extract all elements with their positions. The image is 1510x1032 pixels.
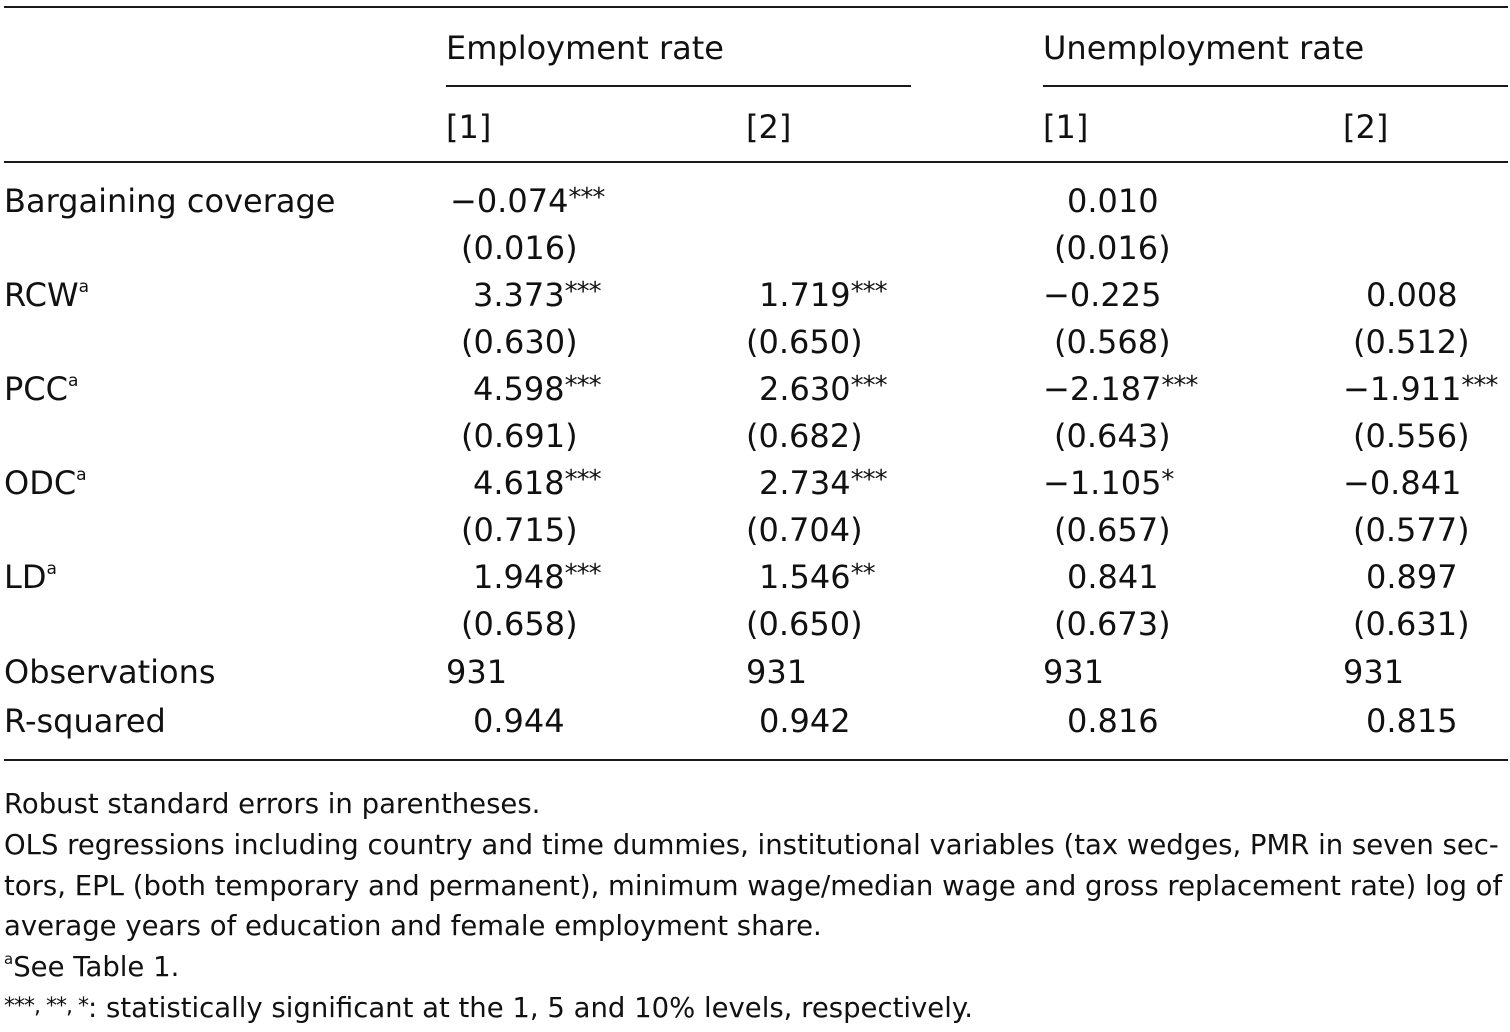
coefficient-cell — [473, 559, 601, 598]
observations-value: 931 — [1343, 653, 1405, 691]
coefficient-cell — [1366, 277, 1458, 313]
coefficient-value: 0.008 — [1366, 276, 1458, 314]
column-header-1: [1] — [446, 108, 492, 146]
row-label — [4, 183, 335, 219]
standard-error-cell: (0.643) — [1054, 417, 1171, 455]
significance-stars: * — [1161, 465, 1174, 495]
rsquared-value: 0.942 — [759, 702, 851, 740]
row-label — [4, 371, 78, 413]
coefficient-value: −1.105 — [1043, 464, 1162, 502]
row-label-text: Bargaining coverage — [4, 182, 336, 220]
significance-stars: *** — [564, 559, 601, 589]
significance-stars: *** — [568, 183, 605, 213]
group-rule-unemployment — [1043, 85, 1508, 87]
coefficient-value: −0.074 — [450, 182, 569, 220]
standard-error-cell: (0.658) — [461, 605, 578, 643]
standard-error-cell: (0.631) — [1353, 605, 1470, 643]
standard-error-cell: (0.568) — [1054, 323, 1171, 361]
row-label — [4, 559, 57, 601]
footnote-marker: a — [67, 371, 79, 391]
standard-error-cell: (0.630) — [461, 323, 578, 361]
rsquared-label: R-squared — [4, 702, 166, 740]
observations-label: Observations — [4, 653, 216, 691]
rsquared-value: 0.815 — [1366, 702, 1458, 740]
standard-error-cell: (0.682) — [746, 417, 863, 455]
significance-stars: *** — [850, 465, 887, 495]
observations-value: 931 — [746, 653, 808, 691]
coefficient-cell — [759, 371, 887, 410]
significance-stars: *** — [564, 277, 601, 307]
coefficient-value: −0.225 — [1043, 276, 1162, 314]
standard-error-cell: (0.556) — [1353, 417, 1470, 455]
coefficient-cell — [450, 183, 604, 222]
coefficient-value: −0.841 — [1343, 464, 1462, 502]
row-label-text: RCW — [4, 276, 79, 314]
coefficient-cell — [1067, 559, 1159, 595]
coefficient-value: 1.719 — [759, 276, 851, 314]
standard-error-cell: (0.715) — [461, 511, 578, 549]
rsquared-value: 0.816 — [1067, 702, 1159, 740]
coefficient-value: 4.618 — [473, 464, 565, 502]
footnote-marker: a — [46, 559, 57, 579]
coefficient-cell — [1043, 371, 1197, 410]
standard-error-cell: (0.691) — [461, 417, 578, 455]
significance-stars: *** — [1161, 371, 1198, 401]
standard-error-cell: (0.650) — [746, 323, 863, 361]
note-ols-line-2: tors, EPL (both temporary and permanent), minimum wage/median wage and gross replacement rate) log of — [4, 870, 1503, 902]
row-label — [4, 277, 89, 319]
group-header-unemployment: Unemployment rate — [1043, 29, 1365, 67]
note-ols-line-1: OLS regressions including country and time dummies, institutional variables (tax wedges, PMR in seven sec- — [4, 829, 1499, 861]
coefficient-value: 0.841 — [1067, 558, 1159, 596]
group-rule-employment — [446, 85, 911, 87]
coefficient-value: −1.911 — [1343, 370, 1462, 408]
significance-stars: ** — [850, 559, 875, 589]
significance-stars: *** — [850, 277, 887, 307]
row-label-text: PCC — [4, 370, 68, 408]
standard-error-cell: (0.512) — [1353, 323, 1470, 361]
coefficient-cell — [1043, 277, 1161, 313]
standard-error-cell: (0.016) — [461, 229, 578, 267]
coefficient-cell — [473, 465, 601, 504]
standard-error-cell: (0.016) — [1054, 229, 1171, 267]
standard-error-cell: (0.650) — [746, 605, 863, 643]
significance-stars: *** — [564, 465, 601, 495]
coefficient-value: 1.948 — [473, 558, 565, 596]
bottom-rule — [4, 759, 1508, 761]
coefficient-cell — [759, 465, 887, 504]
coefficient-cell — [1343, 465, 1461, 501]
footnote-text: See Table 1. — [13, 951, 180, 983]
significance-stars: *** — [1461, 371, 1498, 401]
coefficient-value: 0.010 — [1067, 182, 1159, 220]
coefficient-cell — [759, 559, 875, 598]
observations-value: 931 — [446, 653, 508, 691]
significance-stars: *** — [564, 371, 601, 401]
standard-error-cell: (0.657) — [1054, 511, 1171, 549]
column-header-4: [2] — [1343, 108, 1389, 146]
coefficient-value: 1.546 — [759, 558, 851, 596]
standard-error-cell: (0.704) — [746, 511, 863, 549]
coefficient-cell — [1343, 371, 1497, 410]
note-footnote-a — [4, 947, 179, 992]
row-label-text: ODC — [4, 464, 77, 502]
note-standard-errors: Robust standard errors in parentheses. — [4, 788, 541, 820]
footnote-marker: a — [76, 465, 87, 485]
coefficient-cell — [1043, 465, 1173, 504]
column-header-3: [1] — [1043, 108, 1089, 146]
footnote-marker: a — [78, 277, 90, 297]
row-label-text: LD — [4, 558, 47, 596]
note-ols-line-3: average years of education and female employment share. — [4, 910, 822, 942]
note-significance — [4, 988, 973, 1032]
coefficient-value: 3.373 — [473, 276, 565, 314]
row-label — [4, 465, 87, 507]
standard-error-cell: (0.673) — [1054, 605, 1171, 643]
coefficient-cell — [759, 277, 887, 316]
top-rule — [4, 6, 1508, 8]
coefficient-value: 2.734 — [759, 464, 851, 502]
group-header-employment: Employment rate — [446, 29, 724, 67]
significance-text: : statistically significant at the 1, 5 and 10% levels, respectively. — [87, 992, 973, 1024]
coefficient-cell — [473, 371, 601, 410]
rsquared-value: 0.944 — [473, 702, 565, 740]
observations-value: 931 — [1043, 653, 1105, 691]
coefficient-cell — [1067, 183, 1159, 219]
significance-stars: ***, **, * — [4, 994, 88, 1019]
coefficient-value: 0.897 — [1366, 558, 1458, 596]
coefficient-value: 2.630 — [759, 370, 851, 408]
header-rule — [4, 161, 1508, 163]
column-header-2: [2] — [746, 108, 792, 146]
footnote-marker: a — [4, 950, 14, 968]
coefficient-cell — [473, 277, 601, 316]
coefficient-value: −2.187 — [1043, 370, 1162, 408]
significance-stars: *** — [850, 371, 887, 401]
coefficient-cell — [1366, 559, 1458, 595]
standard-error-cell: (0.577) — [1353, 511, 1470, 549]
coefficient-value: 4.598 — [473, 370, 565, 408]
